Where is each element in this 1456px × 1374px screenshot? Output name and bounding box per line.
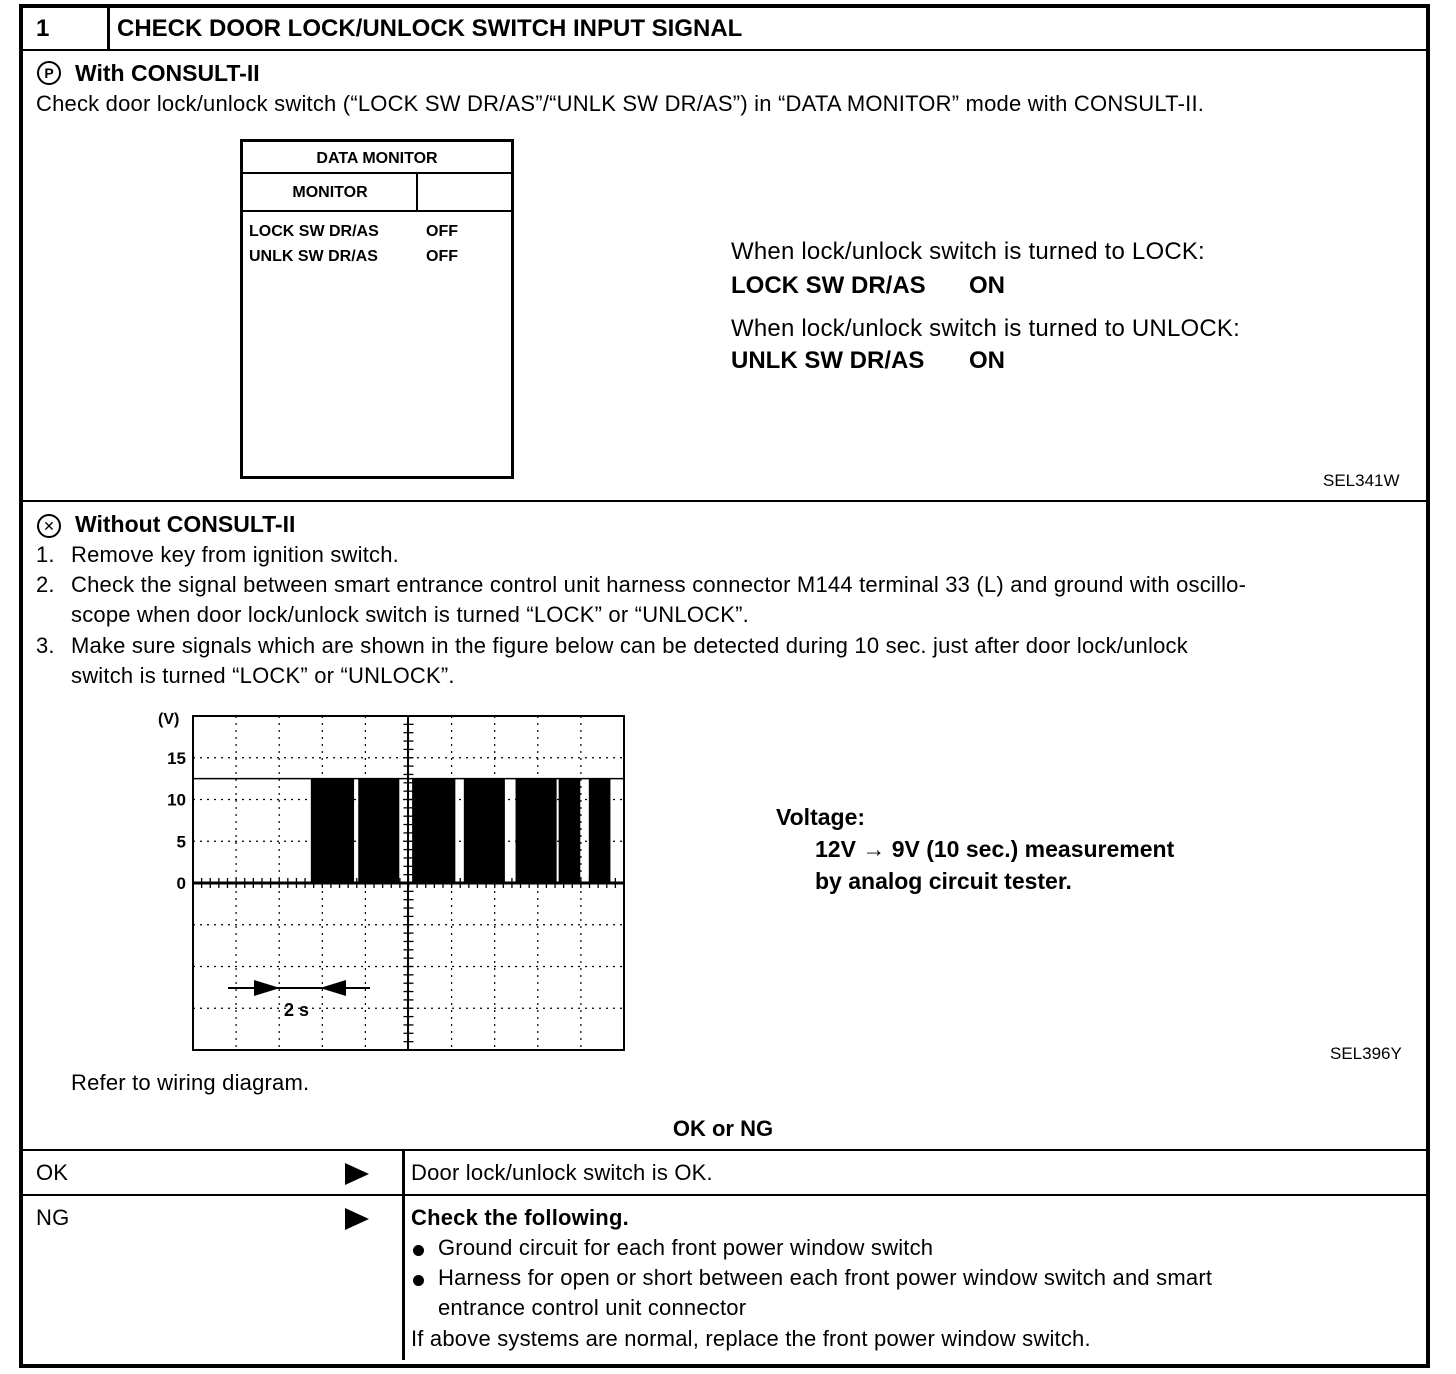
y-tick-label: 15 [167, 748, 186, 768]
lock-result-label: LOCK SW DR/AS [731, 272, 926, 299]
data-monitor-rule [243, 210, 511, 212]
step-text: switch is turned “LOCK” or “UNLOCK”. [71, 663, 455, 688]
header-rule [19, 49, 1430, 51]
bullet-icon [413, 1275, 424, 1286]
y-tick-label: 10 [167, 790, 186, 810]
ok-label: OK [36, 1160, 69, 1185]
y-tick-labels [167, 749, 186, 893]
ng-footer: If above systems are normal, replace the front power window switch. [411, 1326, 1091, 1351]
result-divider [402, 1150, 405, 1360]
ng-bullet: Ground circuit for each front power window switch [438, 1235, 934, 1260]
lock-result-value: ON [969, 272, 1005, 299]
step-text: Make sure signals which are shown in the figure below can be detected during 10 sec. just after door lock/unlock [71, 633, 1188, 658]
step-text: Remove key from ignition switch. [71, 542, 399, 567]
ng-heading: Check the following. [411, 1205, 629, 1230]
voltage-line: 12V → 9V (10 sec.) measurement [815, 836, 1175, 862]
step-text: Check the signal between smart entrance control unit harness connector M144 terminal 33 (L) and ground with oscillo- [71, 572, 1247, 597]
step-num: 3. [36, 633, 55, 658]
time-scale-arrow-right-icon [254, 980, 280, 996]
result-rule [19, 1149, 1430, 1151]
time-scale-label: 2 s [284, 1000, 310, 1020]
figure-code: SEL341W [1323, 471, 1400, 490]
no-consult-icon: ✕ [37, 514, 61, 538]
ng-label: NG [36, 1205, 70, 1230]
consult-icon: P [37, 61, 61, 85]
ok-action: Door lock/unlock switch is OK. [411, 1160, 713, 1185]
arrow-right-icon [345, 1208, 369, 1230]
monitor-row-name: UNLK SW DR/AS [249, 248, 378, 265]
data-monitor-rule [243, 172, 511, 174]
header-divider [107, 4, 110, 50]
oscilloscope-chart [150, 700, 640, 1060]
with-consult-heading: With CONSULT-II [75, 60, 260, 86]
step-number: 1 [36, 15, 50, 42]
step-num: 2. [36, 572, 55, 597]
lock-condition: When lock/unlock switch is turned to LOCK: [731, 238, 1205, 265]
ng-bullet: Harness for open or short between each front power window switch and smart [438, 1265, 1213, 1290]
monitor-column-divider [416, 172, 418, 210]
unlock-condition: When lock/unlock switch is turned to UNLOCK: [731, 315, 1240, 342]
arrow-right-icon [345, 1163, 369, 1185]
data-monitor-title: DATA MONITOR [316, 150, 438, 167]
ng-bullet-continuation: entrance control unit connector [438, 1295, 747, 1320]
unlock-result-value: ON [969, 347, 1005, 374]
voltage-line: by analog circuit tester. [815, 868, 1072, 894]
time-scale-arrow-left-icon [320, 980, 346, 996]
unlock-result-label: UNLK SW DR/AS [731, 347, 925, 374]
y-tick-label: 0 [176, 874, 186, 893]
ok-ng-question: OK or NG [672, 1116, 774, 1141]
bullet-icon [413, 1245, 424, 1256]
monitor-row-value: OFF [426, 248, 458, 265]
without-consult-heading: Without CONSULT-II [75, 511, 296, 537]
y-tick-label: 5 [176, 832, 186, 852]
monitor-row-name: LOCK SW DR/AS [249, 223, 379, 240]
result-rule [19, 1194, 1430, 1196]
with-consult-instruction: Check door lock/unlock switch (“LOCK SW DR/AS”/“UNLK SW DR/AS”) in “DATA MONITOR” mode with CONSULT-II. [36, 91, 1205, 116]
step-title: CHECK DOOR LOCK/UNLOCK SWITCH INPUT SIGNAL [117, 15, 743, 42]
data-monitor-screen [240, 139, 514, 479]
section-rule [19, 500, 1430, 502]
refer-wiring-diagram: Refer to wiring diagram. [71, 1070, 310, 1095]
monitor-row-value: OFF [426, 223, 458, 240]
y-axis-label: (V) [158, 711, 180, 728]
voltage-heading: Voltage: [776, 804, 866, 830]
step-num: 1. [36, 542, 55, 567]
step-text: scope when door lock/unlock switch is turned “LOCK” or “UNLOCK”. [71, 602, 749, 627]
monitor-column-header: MONITOR [292, 184, 368, 201]
figure-code: SEL396Y [1330, 1044, 1402, 1063]
